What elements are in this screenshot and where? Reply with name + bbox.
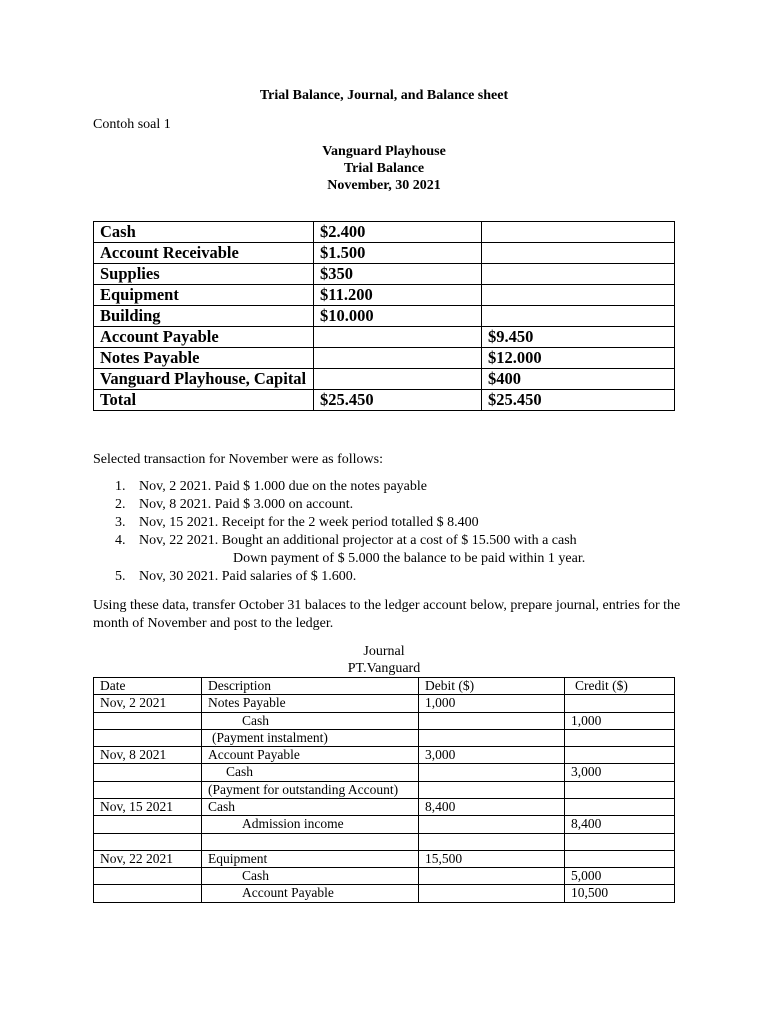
transaction-text: Nov, 30 2021. Paid salaries of $ 1.600. bbox=[139, 569, 357, 584]
transactions-intro: Selected transaction for November were as follows: bbox=[93, 452, 384, 467]
transaction-text: Nov, 8 2021. Paid $ 3.000 on account. bbox=[139, 497, 354, 512]
journal-credit bbox=[565, 747, 675, 764]
trial-balance-row bbox=[94, 327, 675, 348]
journal-debit bbox=[419, 712, 565, 729]
transaction-number: 5. bbox=[115, 569, 126, 584]
journal-row bbox=[94, 833, 675, 850]
trial-balance-debit bbox=[314, 348, 482, 369]
journal-description: Account Payable bbox=[202, 747, 419, 764]
journal-credit bbox=[565, 850, 675, 867]
journal-date bbox=[94, 816, 202, 833]
journal-description: (Payment instalment) bbox=[202, 729, 419, 746]
transaction-number: 3. bbox=[115, 515, 126, 530]
trial-balance-row bbox=[94, 222, 675, 243]
journal-date: Nov, 2 2021 bbox=[94, 695, 202, 712]
journal-header-debit: Debit ($) bbox=[419, 678, 565, 695]
document-title: Trial Balance, Journal, and Balance sheet bbox=[259, 88, 509, 103]
journal-debit bbox=[419, 816, 565, 833]
trial-balance-row bbox=[94, 369, 675, 390]
journal-date bbox=[94, 867, 202, 884]
journal-heading bbox=[0, 643, 768, 677]
journal-credit: 3,000 bbox=[565, 764, 675, 781]
trial-balance-account: Total bbox=[94, 390, 314, 411]
trial-balance-row bbox=[94, 390, 675, 411]
trial-balance-debit: $1.500 bbox=[314, 243, 482, 264]
journal-row bbox=[94, 850, 675, 867]
journal-debit bbox=[419, 764, 565, 781]
journal-date: Nov, 22 2021 bbox=[94, 850, 202, 867]
transaction-text: Nov, 22 2021. Bought an additional projector at a cost of $ 15.500 with a cash bbox=[139, 533, 577, 548]
journal-row bbox=[94, 747, 675, 764]
transaction-number: 4. bbox=[115, 533, 126, 548]
journal-credit bbox=[565, 695, 675, 712]
journal-row bbox=[94, 781, 675, 798]
journal-row bbox=[94, 885, 675, 902]
journal-debit bbox=[419, 729, 565, 746]
journal-description: Notes Payable bbox=[202, 695, 419, 712]
journal-debit bbox=[419, 833, 565, 850]
journal-credit: 5,000 bbox=[565, 867, 675, 884]
journal-debit bbox=[419, 781, 565, 798]
journal-debit: 8,400 bbox=[419, 799, 565, 816]
trial-balance-account: Vanguard Playhouse, Capital bbox=[94, 369, 314, 390]
trial-balance-heading bbox=[0, 143, 768, 194]
journal-date: Nov, 8 2021 bbox=[94, 747, 202, 764]
journal-row bbox=[94, 867, 675, 884]
trial-balance-debit: $10.000 bbox=[314, 306, 482, 327]
transactions-list bbox=[93, 478, 693, 586]
journal-header-row bbox=[94, 678, 675, 695]
trial-balance-date: November, 30 2021 bbox=[327, 178, 441, 193]
trial-balance-debit bbox=[314, 369, 482, 390]
journal-credit bbox=[565, 799, 675, 816]
trial-balance-table bbox=[93, 221, 675, 411]
journal-header-description: Description bbox=[202, 678, 419, 695]
trial-balance-account: Cash bbox=[94, 222, 314, 243]
trial-balance-account: Equipment bbox=[94, 285, 314, 306]
journal-debit: 15,500 bbox=[419, 850, 565, 867]
trial-balance-account: Account Payable bbox=[94, 327, 314, 348]
trial-balance-account: Notes Payable bbox=[94, 348, 314, 369]
transaction-text: Nov, 2 2021. Paid $ 1.000 due on the notes payable bbox=[139, 479, 427, 494]
journal-debit bbox=[419, 885, 565, 902]
journal-credit bbox=[565, 781, 675, 798]
trial-balance-debit: $2.400 bbox=[314, 222, 482, 243]
trial-balance-debit: $25.450 bbox=[314, 390, 482, 411]
journal-credit bbox=[565, 833, 675, 850]
journal-date bbox=[94, 833, 202, 850]
journal-company: PT.Vanguard bbox=[347, 661, 421, 676]
document-subtitle: Contoh soal 1 bbox=[93, 117, 171, 132]
journal-description: Cash bbox=[202, 799, 419, 816]
journal-description: Account Payable bbox=[202, 885, 419, 902]
trial-balance-row bbox=[94, 348, 675, 369]
journal-date bbox=[94, 781, 202, 798]
journal-credit: 8,400 bbox=[565, 816, 675, 833]
trial-balance-debit bbox=[314, 327, 482, 348]
journal-description: Cash bbox=[202, 712, 419, 729]
trial-balance-account: Building bbox=[94, 306, 314, 327]
trial-balance-account: Account Receivable bbox=[94, 243, 314, 264]
journal-description: Cash bbox=[202, 764, 419, 781]
transaction-item bbox=[93, 496, 693, 514]
journal-description bbox=[202, 833, 419, 850]
trial-balance-name: Trial Balance bbox=[343, 161, 425, 176]
journal-debit: 3,000 bbox=[419, 747, 565, 764]
transaction-text: Nov, 15 2021. Receipt for the 2 week period totalled $ 8.400 bbox=[139, 515, 479, 530]
journal-debit: 1,000 bbox=[419, 695, 565, 712]
transaction-number: 2. bbox=[115, 497, 126, 512]
trial-balance-credit bbox=[482, 243, 675, 264]
journal-row bbox=[94, 816, 675, 833]
trial-balance-credit: $400 bbox=[482, 369, 675, 390]
journal-header-credit: Credit ($) bbox=[565, 678, 675, 695]
journal-row bbox=[94, 729, 675, 746]
journal-description: Equipment bbox=[202, 850, 419, 867]
trial-balance-credit bbox=[482, 306, 675, 327]
journal-header-date: Date bbox=[94, 678, 202, 695]
trial-balance-credit: $12.000 bbox=[482, 348, 675, 369]
journal-credit: 1,000 bbox=[565, 712, 675, 729]
journal-description: Admission income bbox=[202, 816, 419, 833]
transaction-item bbox=[93, 478, 693, 496]
transaction-number: 1. bbox=[115, 479, 126, 494]
trial-balance-credit bbox=[482, 285, 675, 306]
journal-date bbox=[94, 712, 202, 729]
journal-table bbox=[93, 677, 675, 903]
journal-row bbox=[94, 764, 675, 781]
journal-date bbox=[94, 729, 202, 746]
journal-row bbox=[94, 712, 675, 729]
trial-balance-row bbox=[94, 285, 675, 306]
trial-balance-credit bbox=[482, 222, 675, 243]
transaction-item bbox=[93, 568, 693, 586]
journal-description: (Payment for outstanding Account) bbox=[202, 781, 419, 798]
journal-row bbox=[94, 799, 675, 816]
journal-credit bbox=[565, 729, 675, 746]
transaction-item bbox=[93, 514, 693, 532]
journal-debit bbox=[419, 867, 565, 884]
transaction-item bbox=[93, 532, 693, 568]
trial-balance-credit: $25.450 bbox=[482, 390, 675, 411]
trial-balance-row bbox=[94, 243, 675, 264]
trial-balance-debit: $350 bbox=[314, 264, 482, 285]
journal-description: Cash bbox=[202, 867, 419, 884]
journal-name: Journal bbox=[363, 644, 405, 659]
transaction-continuation: Down payment of $ 5.000 the balance to be paid within 1 year. bbox=[233, 551, 586, 566]
journal-date bbox=[94, 764, 202, 781]
trial-balance-credit bbox=[482, 264, 675, 285]
trial-balance-row bbox=[94, 306, 675, 327]
trial-balance-row bbox=[94, 264, 675, 285]
journal-date bbox=[94, 885, 202, 902]
instruction-text: Using these data, transfer October 31 balaces to the ledger account below, prepare journal, entries for the month of November and post to the ledger. bbox=[93, 598, 681, 631]
trial-balance-debit: $11.200 bbox=[314, 285, 482, 306]
journal-credit: 10,500 bbox=[565, 885, 675, 902]
trial-balance-credit: $9.450 bbox=[482, 327, 675, 348]
trial-balance-company: Vanguard Playhouse bbox=[322, 144, 446, 159]
journal-date: Nov, 15 2021 bbox=[94, 799, 202, 816]
trial-balance-account: Supplies bbox=[94, 264, 314, 285]
journal-row bbox=[94, 695, 675, 712]
